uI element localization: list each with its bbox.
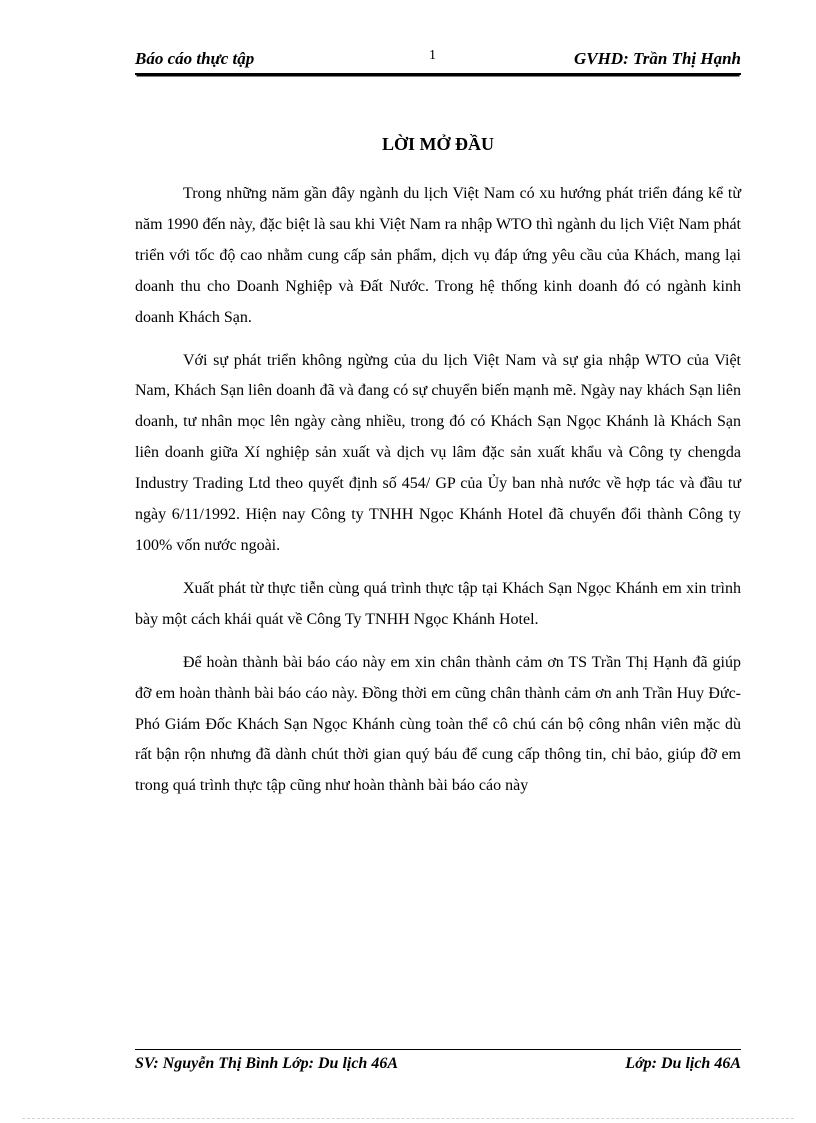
- paragraph-3: Xuất phát từ thực tiễn cùng quá trình thực tập tại Khách Sạn Ngọc Khánh em xin trình bày một cách khái quát về Công Ty TNHH Ngọc Khánh Hotel.: [135, 579, 741, 628]
- body-content: [135, 179, 741, 814]
- page-footer: [135, 1049, 741, 1078]
- footer-student: SV: Nguyễn Thị Bình Lớp: Du lịch 46A: [135, 1055, 398, 1072]
- paragraph-2: Với sự phát triển không ngừng của du lịch Việt Nam và sự gia nhập WTO của Việt Nam, Khách Sạn liên doanh đã và đang có sự chuyển biến mạnh mẽ. Ngày nay khách Sạn liên doanh, tư nhân mọc lên ngày càng nhiều, trong đó có Khách Sạn Ngọc Khánh là Khách Sạn liên doanh giữa Xí nghiệp sản xuất và dịch vụ lâm đặc sản xuất khẩu và Công ty chengda Industry Trading Ltd theo quyết định số 454/ GP của Ủy ban nhà nước về hợp tác và đầu tư ngày 6/11/1992. Hiện nay Công ty TNHH Ngọc Khánh Hotel đã chuyển đổi thành Công ty 100% vốn nước ngoài.: [135, 351, 741, 554]
- page-number: 1: [429, 48, 436, 63]
- paragraph-1: Trong những năm gần đây ngành du lịch Việt Nam có xu hướng phát triển đáng kể từ năm 1990 đến này, đặc biệt là sau khi Việt Nam ra nhập WTO thì ngành du lịch Việt Nam phát triển với tốc độ cao nhằm cung cấp sản phẩm, dịch vụ đáp ứng yêu cầu của Khách, mang lại doanh thu cho Doanh Nghiệp và Đất Nước. Trong hệ thống kinh doanh đó có ngành kinh doanh Khách Sạn.: [135, 185, 741, 326]
- page-boundary-divider: [22, 1118, 794, 1119]
- header-report-title: Báo cáo thực tập: [135, 49, 255, 68]
- page-title: LỜI MỞ ĐẦU: [382, 134, 494, 154]
- header-supervisor: GVHD: Trần Thị Hạnh: [573, 49, 741, 68]
- page-header: [135, 47, 741, 75]
- footer-class: Lớp: Du lịch 46A: [625, 1055, 741, 1072]
- paragraph-4: Để hoàn thành bài báo cáo này em xin chân thành cảm ơn TS Trần Thị Hạnh đã giúp đỡ em hoàn thành bài báo cáo này. Đồng thời em cũng chân thành cảm ơn anh Trần Huy Đức- Phó Giám Đốc Khách Sạn Ngọc Khánh cùng toàn thể cô chú cán bộ công nhân viên mặc dù rất bận rộn nhưng đã dành chút thời gian quý báu để cung cấp thông tin, chỉ bảo, giúp đỡ em trong quá trình thực tập cũng như hoàn thành bài báo cáo này: [135, 653, 741, 795]
